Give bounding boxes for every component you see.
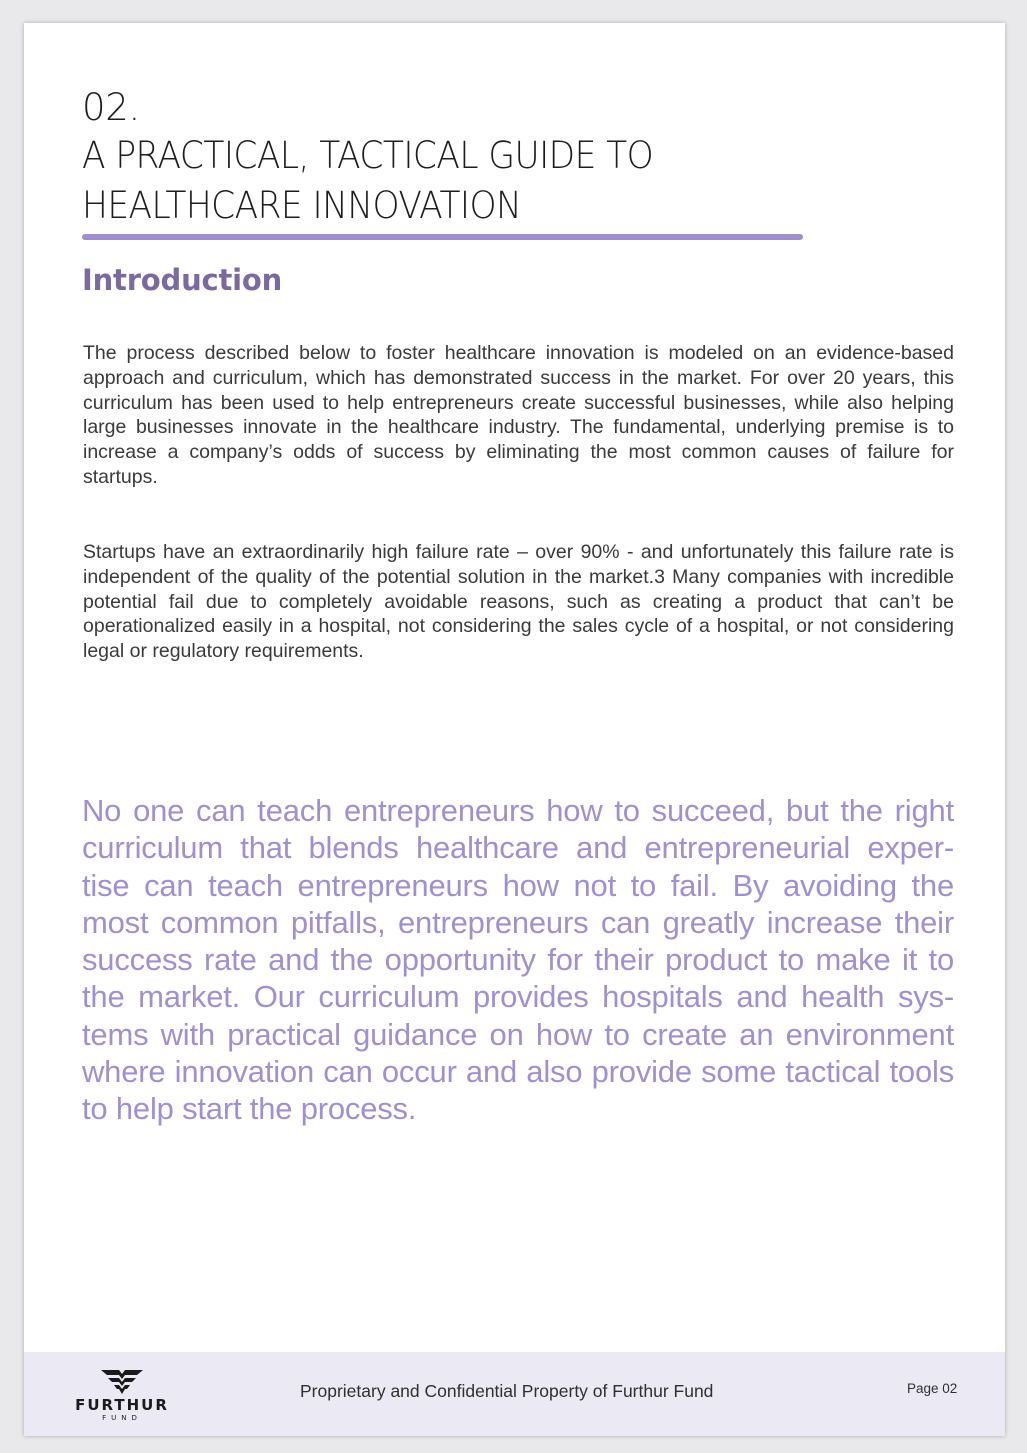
chapter-number: 02.	[82, 86, 140, 129]
page-footer	[24, 1352, 1005, 1436]
logo-subtitle: FUND	[102, 1414, 142, 1422]
wing-emblem-icon	[99, 1368, 145, 1398]
furthur-fund-logo	[66, 1368, 178, 1422]
document-page	[24, 23, 1005, 1436]
logo-wordmark: FURTHUR	[75, 1396, 169, 1414]
body-paragraph-2: Startups have an extraordinarily high failure rate – over 90% - and unfortunately this failure rate is independent of the quality of the potential solution in the market.3 Many companies with incredible potential fail due to completely avoidable reasons, such as creating a product that can’t be operationalized easily in a hospital, not considering the sales cycle of a hospital, or not considering legal or regulatory requirements.	[83, 541, 954, 663]
page-number: Page 02	[907, 1381, 958, 1396]
pull-quote: No one can teach entrepreneurs how to succeed, but the right curriculum that blends healthcare and entrepreneurial exper- tise can teach entrepreneurs how not to fail. By avoiding the most common pitfalls, entrepreneurs can greatly increase their success rate and the opportunity for their product to make it to the market. Our curriculum provides hospitals and health sys- tems with practical guidance on how to create an environment where innovation can occur and also provide some tactical tools to help start the process.	[82, 793, 954, 1127]
body-paragraph-1: The process described below to foster healthcare innovation is modeled on an evidence-based approach and curriculum, which has demonstrated success in the market. For over 20 years, this curriculum has been used to help entrepreneurs create successful businesses, while also helping large businesses innovate in the healthcare industry. The fundamental, underlying premise is to increase a company’s odds of success by eliminating the most common causes of failure for startups.	[83, 342, 954, 488]
confidentiality-note: Proprietary and Confidential Property of Furthur Fund	[300, 1381, 714, 1401]
chapter-title: A PRACTICAL, TACTICAL GUIDE TO HEALTHCARE INNOVATION	[82, 134, 654, 227]
title-underline-divider	[82, 234, 803, 240]
section-heading: Introduction	[82, 263, 283, 297]
